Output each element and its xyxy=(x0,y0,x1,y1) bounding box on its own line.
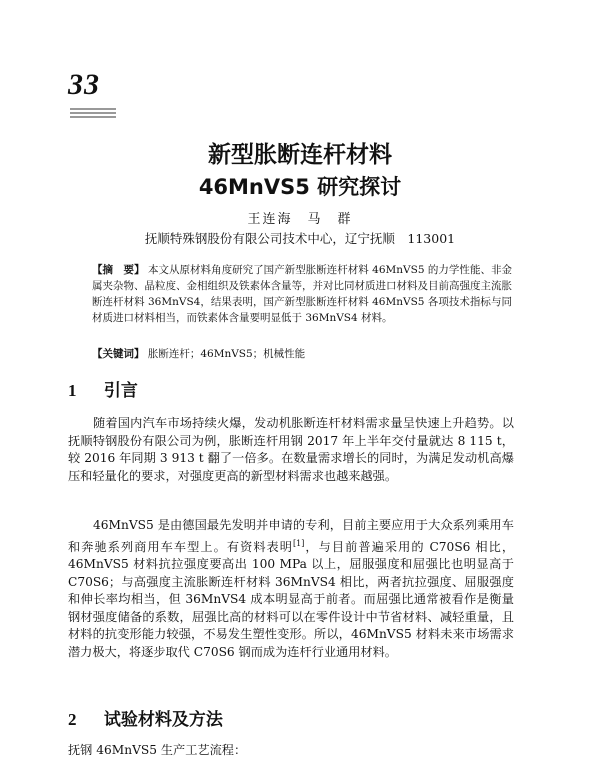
abstract xyxy=(92,262,512,326)
keywords-text: 胀断连杆；46MnVS5；机械性能 xyxy=(147,348,306,360)
paragraph-3: 抚钢 46MnVS5 生产工艺流程： xyxy=(68,743,247,757)
keywords-label: 【关键词】 xyxy=(92,348,145,360)
paragraph-1: 随着国内汽车市场持续火爆，发动机胀断连杆材料需求量呈快速上升趋势。以抚顺特钢股份有限公司为例，胀断连杆用钢 2017 年上半年交付量就达 8 115 t，较 2016 年同期 3 913 t 翻了一倍多。在数量需求增长的同时，为满足发动机高爆压和轻量化的要求，对强度更高的新型材料需求也越来越强。 xyxy=(68,416,514,483)
citation-ref: [1] xyxy=(293,538,305,548)
paper-title-line1: 新型胀断连杆材料 xyxy=(208,142,392,168)
paragraph-2-text-a: 46MnVS5 是由德国最先发明并申请的专利，目前主要应用于大众系列乘用车和奔驰系列商用车车型上。有资料表明 xyxy=(68,518,514,554)
section-title: 试验材料及方法 xyxy=(103,710,223,730)
section-heading-introduction xyxy=(68,376,138,401)
section-heading-materials-methods xyxy=(68,705,223,730)
page-number-decoration xyxy=(70,106,116,124)
paragraph-2-text-b: ，与目前普遍采用的 C70S6 相比，46MnVS5 材料抗拉强度要高出 100 MPa 以上，屈服强度和屈强比也明显高于 C70S6；与高强度主流胀断连杆材料 36MnVS4 相比，两者抗拉强度、屈服强度和伸长率均相当，但 36MnVS4 成本明显高于前者。而屈强比通常被看作是衡量钢材强度储备的系数，屈强比高的材料可以在零件设计中节省材料、减轻重量，且材料的抗变形能力较强，不易发生塑性变形。所以，46MnVS5 材料未来市场需求潜力极大，将逐步取代 C70S6 钢而成为连杆行业通用材料。 xyxy=(68,539,515,659)
keywords xyxy=(92,346,512,361)
section-number: 1 xyxy=(68,381,77,400)
section-number: 2 xyxy=(68,710,77,729)
section-title: 引言 xyxy=(103,381,138,401)
paragraph-2 xyxy=(68,517,514,661)
authors: 王连海 马 群 xyxy=(247,212,353,227)
paper-title-line2: 46MnVS5 研究探讨 xyxy=(198,175,402,199)
page-number: 33 xyxy=(68,68,100,101)
abstract-label: 【摘 要】 xyxy=(92,264,145,276)
affiliation: 抚顺特殊钢股份有限公司技术中心，辽宁抚顺 113001 xyxy=(144,231,456,246)
abstract-text: 本文从原材料角度研究了国产新型胀断连杆材料 46MnVS5 的力学性能、非金属夹杂物、晶粒度、金相组织及铁素体含量等，并对比同材质进口材料及目前高强度主流胀断连杆材料 36MnVS4，结果表明，国产新型胀断连杆材料 46MnVS5 各项技术指标与同材质进口材料相当，而铁素体含量要明显低于 36MnVS4 材料。 xyxy=(92,264,512,324)
